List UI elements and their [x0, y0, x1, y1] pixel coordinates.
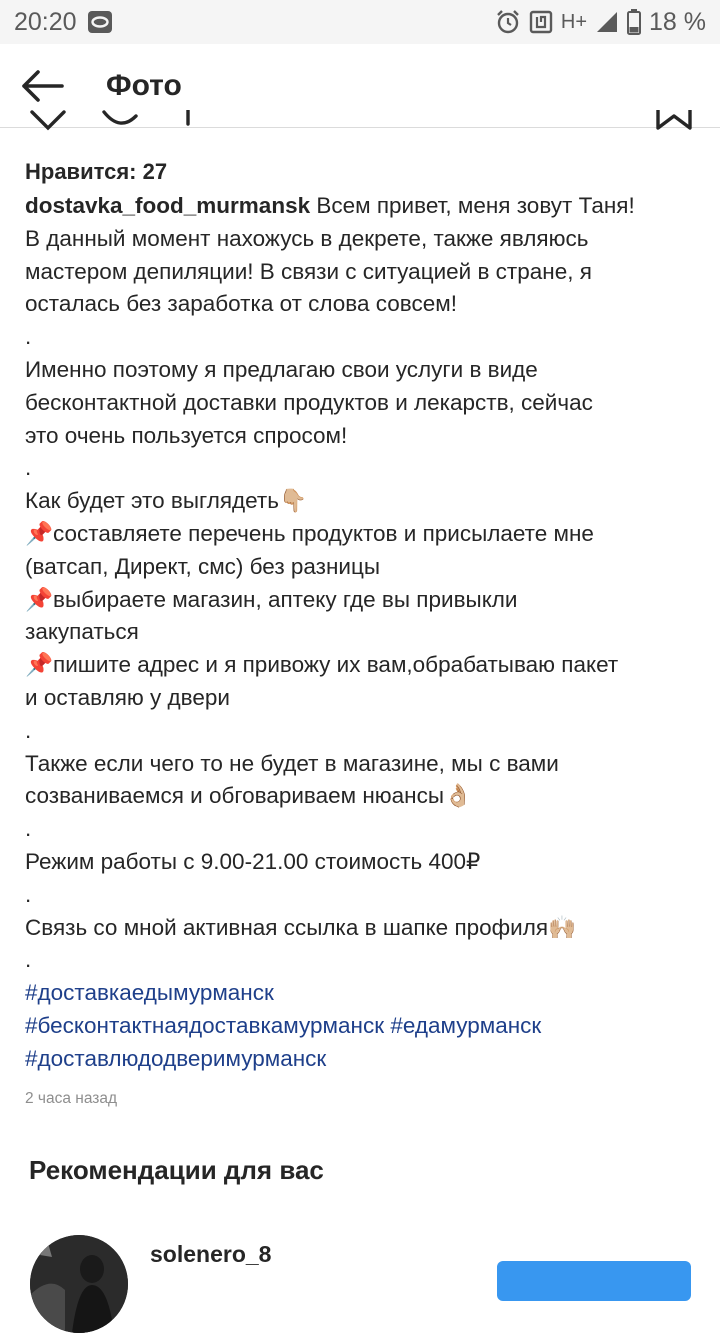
nfc-icon — [529, 10, 553, 34]
post-content — [25, 155, 695, 1108]
recommendation-item[interactable] — [30, 1235, 690, 1295]
share-icon[interactable] — [180, 110, 200, 134]
caption-line: закупаться — [25, 619, 139, 645]
hashtag-link[interactable]: #едамурманск — [390, 1012, 542, 1038]
hashtag-line — [25, 1043, 695, 1076]
caption-line: и оставляю у двери — [25, 684, 230, 710]
caption-line: Как будет это выглядеть👇🏼 — [25, 488, 307, 514]
caption-line: 📌пишите адрес и я привожу их вам,обрабатываю пакет — [25, 652, 619, 678]
arrow-left-icon — [20, 69, 64, 103]
comment-icon[interactable] — [98, 110, 142, 132]
network-type: H+ — [560, 10, 588, 33]
post-timestamp: 2 часа назад — [25, 1089, 118, 1107]
hd-icon — [87, 10, 113, 34]
caption-line: осталась без заработка от слова совсем! — [25, 291, 457, 317]
caption-line: 📌выбираете магазин, аптеку где вы привыкли — [25, 586, 518, 612]
caption-line: Связь со мной активная ссылка в шапке профиля🙌🏼 — [25, 914, 577, 940]
caption-line: dostavka_food_murmansk Всем привет, меня зовут Таня! — [25, 193, 635, 218]
status-time: 20:20 — [14, 7, 77, 36]
caption-line: бесконтактной доставки продуктов и лекарств, сейчас — [25, 389, 593, 415]
avatar[interactable] — [30, 1235, 128, 1333]
page-title: Фото — [106, 68, 182, 102]
post-caption — [25, 190, 695, 1076]
caption-line: . — [25, 947, 32, 973]
caption-line: . — [25, 717, 32, 743]
post-username[interactable]: dostavka_food_murmansk — [25, 193, 311, 218]
battery-icon — [627, 9, 641, 35]
post-action-row — [0, 110, 720, 140]
caption-line: созваниваемся и обговариваем нюансы👌🏼 — [25, 783, 473, 809]
bookmark-icon[interactable] — [652, 110, 696, 134]
caption-line: мастером депиляции! В связи с ситуацией в стране, я — [25, 258, 592, 284]
caption-line: Именно поэтому я предлагаю свои услуги в виде — [25, 356, 538, 382]
hashtag-line — [25, 977, 695, 1010]
hashtag-line — [25, 1010, 695, 1043]
hashtag-link[interactable]: #бесконтактнаядоставкамурманск — [25, 1012, 385, 1038]
likes-count[interactable]: Нравится: 27 — [25, 159, 168, 184]
status-bar — [0, 0, 720, 44]
caption-line: . — [25, 881, 32, 907]
heart-icon[interactable] — [28, 110, 68, 134]
caption-line: 📌составляете перечень продуктов и присылаете мне — [25, 520, 594, 546]
hashtag-link[interactable]: #доставлюдодверимурманск — [25, 1045, 327, 1071]
caption-line: . — [25, 816, 32, 842]
recommendation-username[interactable]: solenero_8 — [150, 1241, 272, 1267]
caption-line: это очень пользуется спросом! — [25, 422, 348, 448]
alarm-icon — [495, 9, 521, 35]
caption-line: Режим работы с 9.00-21.00 стоимость 400₽ — [25, 848, 481, 874]
hashtag-link[interactable]: #доставкаедымурманск — [25, 980, 274, 1006]
caption-line: Также если чего то не будет в магазине, мы с вами — [25, 750, 559, 776]
follow-button[interactable] — [497, 1261, 691, 1301]
caption-line: . — [25, 324, 32, 350]
signal-icon — [595, 10, 619, 34]
caption-line: В данный момент нахожусь в декрете, также являюсь — [25, 225, 589, 251]
recommendations-title: Рекомендации для вас — [29, 1155, 324, 1185]
caption-line: (ватсап, Директ, смс) без разницы — [25, 553, 381, 579]
battery-level: 18 % — [649, 7, 706, 36]
caption-line: . — [25, 455, 32, 481]
